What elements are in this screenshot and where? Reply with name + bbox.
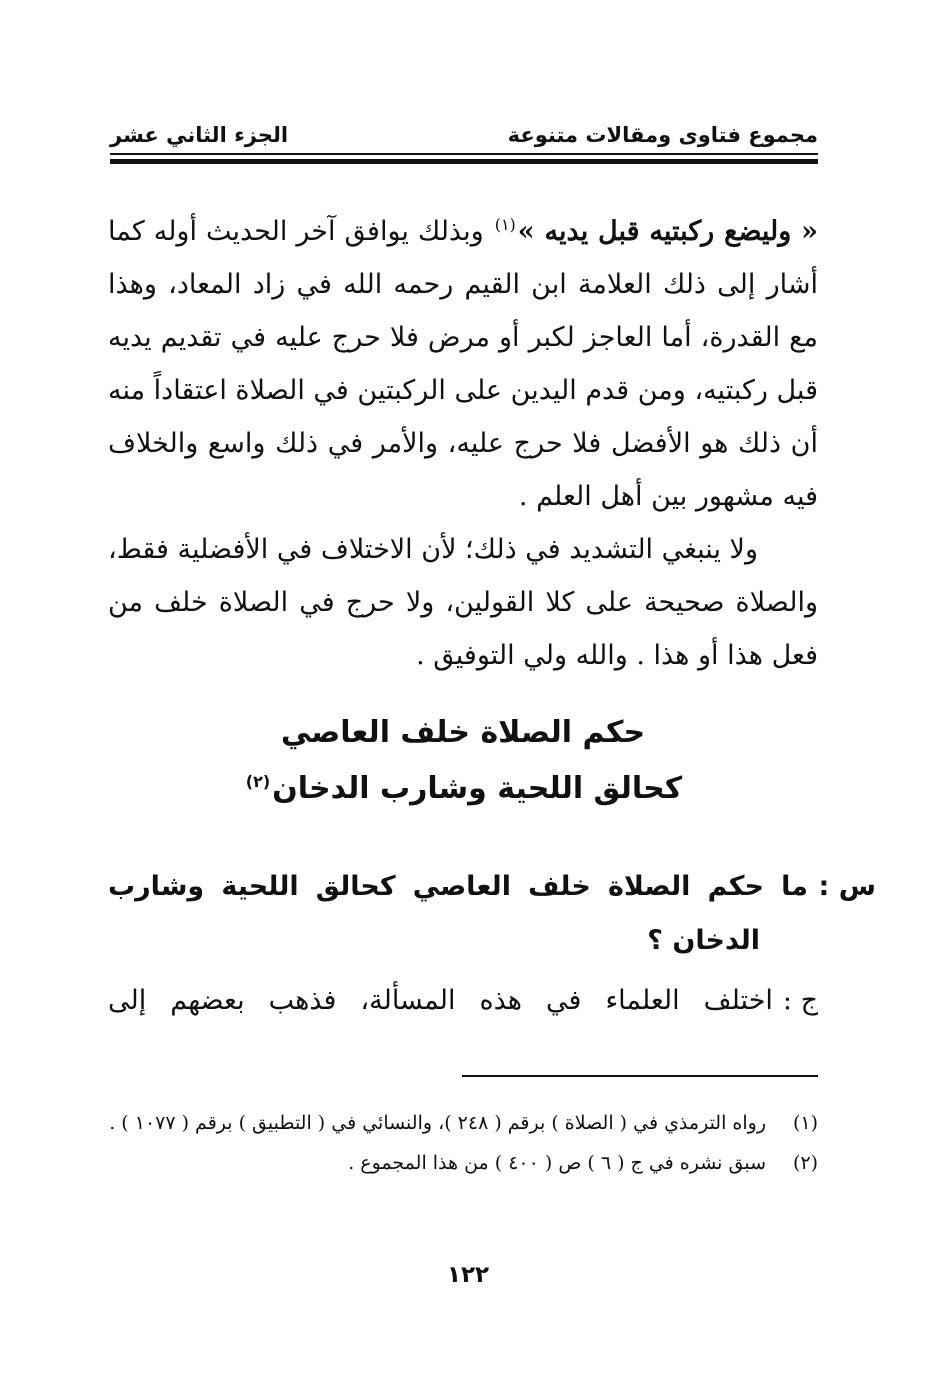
body-text — [108, 205, 818, 682]
footnote-text: رواه الترمذي في ( الصلاة ) برقم ( ٢٤٨ )، والنسائي في ( التطبيق ) برقم ( ١٠٧٧ ) . — [109, 1112, 766, 1134]
answer-marker: ج : — [782, 985, 818, 1016]
section-title-line-1: حكم الصلاة خلف العاصي — [280, 715, 646, 750]
running-header — [110, 118, 818, 152]
header-rule-thick — [110, 159, 818, 164]
section-title-line-2-text: كحالق اللحية وشارب الدخان — [272, 771, 683, 806]
answer — [108, 974, 818, 1028]
footnotes — [108, 1105, 818, 1185]
footnote-2 — [108, 1145, 818, 1181]
paragraph-1 — [108, 205, 818, 523]
section-title — [108, 705, 818, 817]
answer-text: اختلف العلماء في هذه المسألة، فذهب بعضهم إلى — [108, 985, 773, 1016]
paragraph-1-text: وبذلك يوافق آخر الحديث أوله كما أشار إلى ذلك العلامة ابن القيم رحمه الله في زاد المعاد، وهذا مع القدرة، أما العاجز لكبر أو مرض فلا حرج عليه في تقديم يديه قبل ركبتيه، ومن قدم اليدين على الركبتين في الصلاة اعتقاداً منه أن ذلك هو الأفضل فلا حرج عليه، والأمر في ذلك واسع والخلاف فيه مشهور بين أهل العلم . — [108, 216, 818, 512]
header-book-title: مجموع فتاوى ومقالات متنوعة — [507, 123, 818, 147]
footnote-ref-1[interactable]: (١) — [494, 215, 516, 234]
question: س :ما حكم الصلاة خلف العاصي كحالق اللحية وشارب الدخان ؟ — [108, 871, 876, 956]
question-text: ما حكم الصلاة خلف العاصي كحالق اللحية وشارب الدخان ؟ — [108, 871, 808, 956]
hadith-quote: « وليضع ركبتيه قبل يديه » — [517, 216, 819, 247]
footnote-separator — [462, 1075, 818, 1077]
header-rule-thin — [110, 153, 818, 155]
footnote-number: (٢) — [792, 1152, 818, 1174]
header-volume: الجزء الثاني عشر — [110, 123, 289, 147]
page-number: ١٢٢ — [446, 1262, 490, 1288]
footnote-text: سبق نشره في ج ( ٦ ) ص ( ٤٠٠ ) من هذا المجموع . — [348, 1152, 766, 1174]
footnote-number: (١) — [792, 1112, 818, 1134]
footnote-ref-2[interactable]: (٢) — [245, 772, 271, 791]
footnote-1 — [108, 1105, 818, 1141]
question-answer — [108, 860, 876, 1028]
paragraph-2: ولا ينبغي التشديد في ذلك؛ لأن الاختلاف في الأفضلية فقط، والصلاة صحيحة على كلا القولين، ولا حرج في الصلاة خلف من فعل هذا أو هذا . والله ولي التوفيق . — [107, 534, 818, 671]
section-title-line-2 — [108, 761, 818, 817]
